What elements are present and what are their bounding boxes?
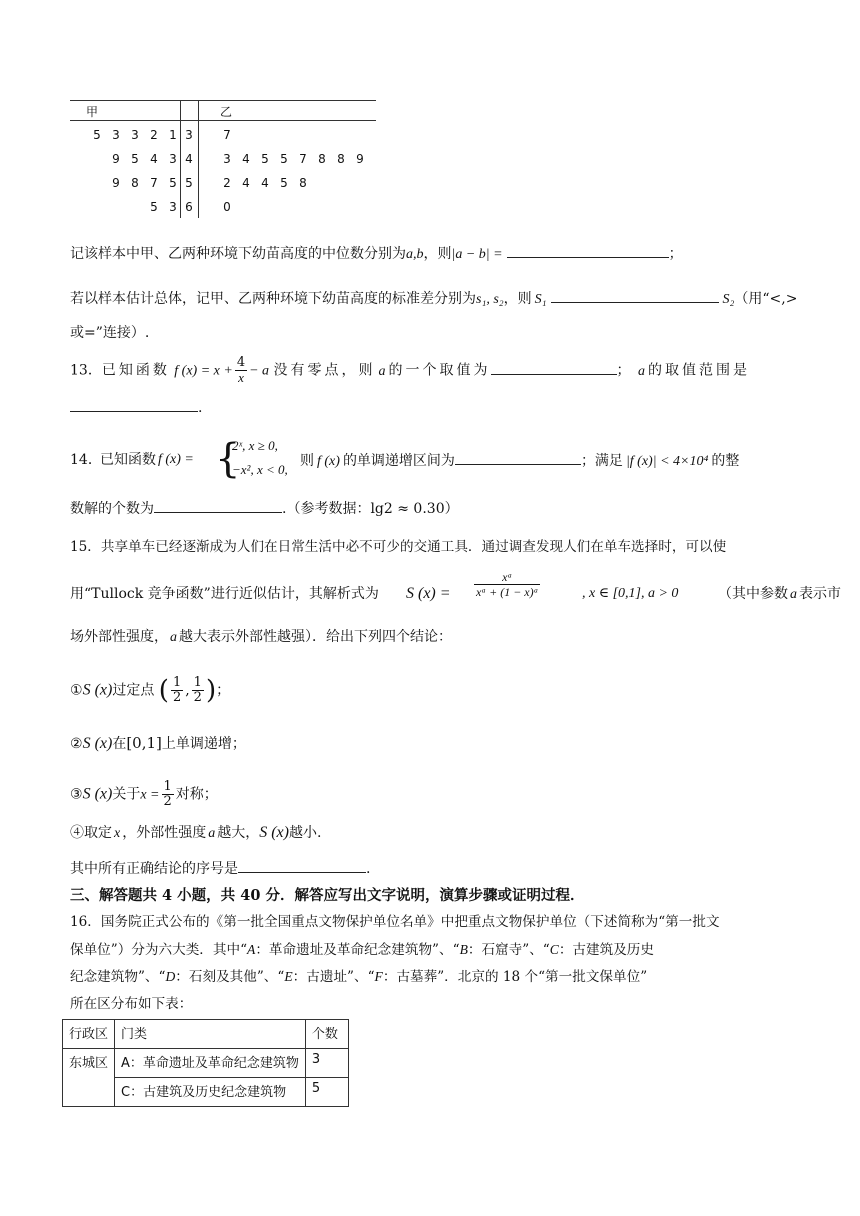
q16-category-letter: C: [549, 942, 559, 957]
q14-function: f (x) =: [158, 452, 194, 467]
q15-text: 越小.: [288, 825, 322, 841]
q13-var: a: [378, 363, 386, 379]
q16-category-letter: E: [284, 969, 293, 984]
stem-leaf-leaf-right: 9: [356, 152, 364, 166]
q12-S1: S₁: [534, 292, 547, 307]
stem-leaf-leaf-right: 4: [261, 176, 269, 190]
table-header-cell: 门类: [115, 1020, 306, 1049]
q16-category-letter: B: [459, 942, 468, 957]
q13-fraction: [235, 356, 247, 385]
q12-answer-blank-1[interactable]: [507, 243, 669, 258]
q16-line-4: 所在区分布如下表：: [70, 996, 193, 1012]
q15-interval: [0,1]: [126, 734, 162, 752]
q15-point: (: [158, 675, 169, 706]
stem-leaf-leaf-left: 5: [169, 176, 177, 190]
stem-leaf-header-right: 乙: [220, 105, 233, 119]
q13-frac-denominator: x: [238, 370, 244, 385]
table-header-cell: 个数: [305, 1020, 348, 1049]
q15-text: 对称；: [175, 786, 218, 803]
table-cell-category: C：古建筑及历史纪念建筑物: [115, 1078, 306, 1107]
q14-text: .（参考数据：lg2 ≈ 0.30）: [282, 501, 459, 517]
table-header-row: [63, 1020, 349, 1049]
q15-line-1: 15．共享单车已经逐渐成为人们在日常生活中必不可少的交通工具．通过调查发现人们在单车选择时，可以使: [70, 539, 727, 555]
q15-S: S (x): [82, 735, 113, 752]
table-header-cell: 行政区: [63, 1020, 115, 1049]
q16-text: ：古建筑及历史: [558, 942, 654, 958]
q14-function-2: f (x): [317, 454, 340, 469]
q12-text: ，则: [503, 291, 532, 307]
q15-text: 表示市: [799, 586, 841, 602]
q14-inequality: |f (x)| < 4×10⁴: [625, 454, 709, 469]
q15-text: ②: [70, 736, 83, 752]
q14-text: 的单调递增区间为: [342, 453, 455, 469]
q15-frac-numerator: xᵃ: [474, 570, 540, 585]
q14-line-2: [70, 498, 459, 519]
q14-rest: [300, 450, 739, 472]
q14-answer-blank-2[interactable]: [154, 498, 282, 513]
q15-var: x: [114, 826, 121, 841]
stem-leaf-leaf-right: 5: [280, 176, 288, 190]
q16-text: ：石窟寺”、“: [467, 942, 550, 958]
stem-leaf-leaf-left: 4: [150, 152, 158, 166]
q14-text: 数解的个数为: [70, 501, 154, 517]
q12-line-3: 或=”连接）.: [70, 325, 150, 341]
stem-leaf-leaf-left: 3: [131, 128, 139, 142]
q16-text: ：革命遗址及革命纪念建筑物”、“: [255, 942, 460, 958]
q15-text: 上单调递增；: [161, 736, 246, 752]
q14-answer-blank-1[interactable]: [455, 450, 581, 465]
q15-text: ④取定: [70, 825, 112, 841]
q15-line-3: [70, 627, 452, 648]
q15-x-eq: x =: [140, 787, 160, 803]
stem-leaf-leaf-right: 7: [299, 152, 307, 166]
q16-category-letter: D: [165, 969, 176, 984]
stem-leaf-leaf-right: 4: [242, 152, 250, 166]
q16-line-1: 16．国务院正式公布的《第一批全国重点文物保护单位名单》中把重点文物保护单位（下述简称为“第一批文: [70, 914, 720, 930]
q12-line-2: [70, 288, 797, 310]
q15-text: ；: [216, 682, 231, 699]
q13-text: 的一个取值为: [388, 362, 491, 379]
q15-S: S (x): [82, 785, 113, 803]
stem-leaf-leaf-left: 5: [131, 152, 139, 166]
q13-text: 没有零点，则: [273, 362, 376, 379]
q15-final: [70, 858, 370, 879]
stem-leaf-leaf-left: 8: [131, 176, 139, 190]
q12-vars: a,b: [406, 247, 424, 262]
q15-text: 在: [112, 736, 127, 752]
table-cell-count: 5: [305, 1078, 348, 1107]
q13-answer-blank-2[interactable]: [70, 397, 198, 412]
stem-leaf-leaf-right: 8: [318, 152, 326, 166]
q15-S-expression: S (x) =: [406, 585, 451, 602]
stem-leaf-leaf-left: 5: [150, 200, 158, 214]
q14-case-1: 2ˣ, x ≥ 0,: [232, 438, 278, 453]
table-cell-count: 3: [305, 1049, 348, 1078]
q15-text: 关于: [112, 786, 141, 803]
q16-text: ：石刻及其他”、“: [175, 969, 285, 985]
q14-text: 则: [300, 453, 314, 469]
q15-var: a: [208, 826, 216, 841]
q15-S: S (x): [259, 824, 289, 841]
q15-half: $\frac{1}{2}$: [163, 779, 172, 809]
stem-leaf-stem: 5: [185, 176, 193, 190]
q15-text: ①: [70, 682, 83, 699]
stem-leaf-leaf-right: 8: [299, 176, 307, 190]
q15-fraction: [474, 570, 540, 599]
stem-leaf-plot: [70, 100, 376, 220]
q15-text: （其中参数: [718, 586, 788, 602]
q15-answer-blank[interactable]: [238, 858, 366, 873]
q16-text: ：古遗址”、“: [292, 969, 375, 985]
q13-text: ；: [616, 362, 631, 379]
q16-text: ：古墓葬”．北京的 18 个“第一批文保单位”: [382, 969, 648, 985]
stem-leaf-leaf-right: 8: [337, 152, 345, 166]
q12-text: （用“<,>: [734, 291, 798, 307]
q12-answer-blank-2[interactable]: [551, 288, 719, 303]
stem-leaf-leaf-left: 9: [112, 176, 120, 190]
q12-text: ，则: [423, 246, 452, 262]
q13-var: a: [637, 363, 645, 379]
q15-text: 其中所有正确结论的序号是: [70, 861, 238, 877]
q16-text: 保单位”）分为六大类．其中“: [70, 942, 248, 958]
q13-line-2: [70, 397, 202, 418]
q16-category-letter: A: [247, 942, 256, 957]
q12-text: 记该样本中甲、乙两种环境下幼苗高度的中位数分别为: [70, 246, 406, 262]
q13-function: f (x) = x +: [174, 363, 233, 379]
q13-number: 13．: [70, 362, 102, 379]
q15-var: a: [170, 630, 177, 645]
stem-leaf-leaf-left: 3: [112, 128, 120, 142]
q12-text: 若以样本估计总体，记甲、乙两种环境下幼苗高度的标准差分别为: [70, 291, 476, 307]
q15-conclusion-3: [70, 780, 218, 809]
stem-leaf-leaf-left: 2: [150, 128, 158, 142]
q15-point-frac-1: $\frac{1}{2}$: [172, 675, 182, 705]
q13-line-1: [70, 356, 750, 385]
q13-text: 的取值范围是: [647, 362, 750, 379]
stem-leaf-leaf-right: 7: [223, 128, 231, 142]
stem-leaf-header-rule: [70, 120, 376, 121]
stem-leaf-divider-left: [180, 100, 181, 218]
q12-text: ；: [668, 246, 683, 262]
q15-conclusion-2: [70, 733, 246, 754]
q12-S2: S₂: [722, 292, 735, 307]
q12-abs-expr: |a − b| =: [451, 247, 503, 262]
q15-conclusion-4: [70, 823, 321, 844]
stem-leaf-leaf-right: 5: [280, 152, 288, 166]
stem-leaf-leaf-left: 9: [112, 152, 120, 166]
q16-line-2: [70, 940, 654, 960]
q14-text: 的整: [711, 453, 740, 469]
q12-line-1: [70, 243, 683, 265]
q15-text: 越大，: [217, 825, 260, 841]
q15-text: 越大表示外部性越强）．给出下列四个结论：: [179, 629, 452, 645]
q15-S: S (x): [82, 681, 113, 699]
stem-leaf-leaf-left: 5: [93, 128, 101, 142]
stem-leaf-header-left: 甲: [86, 105, 99, 119]
q13-text: .: [198, 400, 203, 416]
q15-text: 用“Tullock 竞争函数”进行近似估计，其解析式为: [70, 586, 379, 602]
q15-text: ③: [70, 786, 83, 803]
stem-leaf-leaf-left: 1: [169, 128, 177, 142]
stem-leaf-stem: 6: [185, 200, 193, 214]
q15-domain: , x ∈ [0,1], a > 0: [582, 586, 679, 601]
table-cell-category: A：革命遗址及革命纪念建筑物: [115, 1049, 306, 1078]
q12-vars: s₁, s₂: [476, 292, 504, 307]
q16-text: 纪念建筑物”、“: [70, 969, 166, 985]
stem-leaf-leaf-right: 4: [242, 176, 250, 190]
stem-leaf-stem: 3: [185, 128, 193, 142]
table-row: [63, 1049, 349, 1078]
q14-text: ；满足: [580, 453, 623, 469]
q15-frac-denominator: xᵃ + (1 − x)ᵃ: [476, 585, 539, 599]
q13-function-tail: − a: [249, 363, 270, 379]
stem-leaf-leaf-right: 0: [223, 200, 231, 214]
q14-brace: {: [215, 436, 241, 482]
stem-leaf-top-rule: [70, 100, 376, 101]
q15-text: ，外部性强度: [122, 825, 207, 841]
q15-text: 场外部性强度，: [70, 629, 168, 645]
stem-leaf-leaf-left: 3: [169, 200, 177, 214]
stem-leaf-divider-right: [198, 100, 199, 218]
q13-text: 已知函数: [101, 362, 170, 379]
q13-answer-blank-1[interactable]: [491, 360, 617, 375]
stem-leaf-leaf-right: 2: [223, 176, 231, 190]
q13-frac-numerator: 4: [236, 355, 246, 370]
q15-line-2-tail: [718, 584, 841, 605]
q14-case-2: −x², x < 0,: [232, 462, 288, 477]
q16-line-3: [70, 967, 647, 987]
q14-number: 14．: [70, 452, 102, 468]
stem-leaf-leaf-left: 3: [169, 152, 177, 166]
stem-leaf-leaf-left: 7: [150, 176, 158, 190]
q15-text: 过定点: [112, 682, 155, 699]
stem-leaf-stem: 4: [185, 152, 193, 166]
q15-point-frac-2: $\frac{1}{2}$: [193, 675, 202, 705]
q15-conclusion-1: ①S (x)过定点 ( $\frac{1}{2}$ , $\frac{1}{2}$ )；: [70, 675, 231, 706]
q15-var: a: [790, 587, 797, 602]
table-cell-district: 东城区: [63, 1049, 115, 1107]
q16-category-letter: F: [374, 969, 383, 984]
q15-text: .: [366, 861, 371, 877]
q14-text: 已知函数: [100, 452, 156, 468]
q16-table: [62, 1019, 349, 1107]
stem-leaf-leaf-right: 5: [261, 152, 269, 166]
stem-leaf-leaf-right: 3: [223, 152, 231, 166]
section-3-heading: 三、解答题共 4 小题，共 40 分．解答应写出文字说明，演算步骤或证明过程．: [70, 887, 585, 904]
